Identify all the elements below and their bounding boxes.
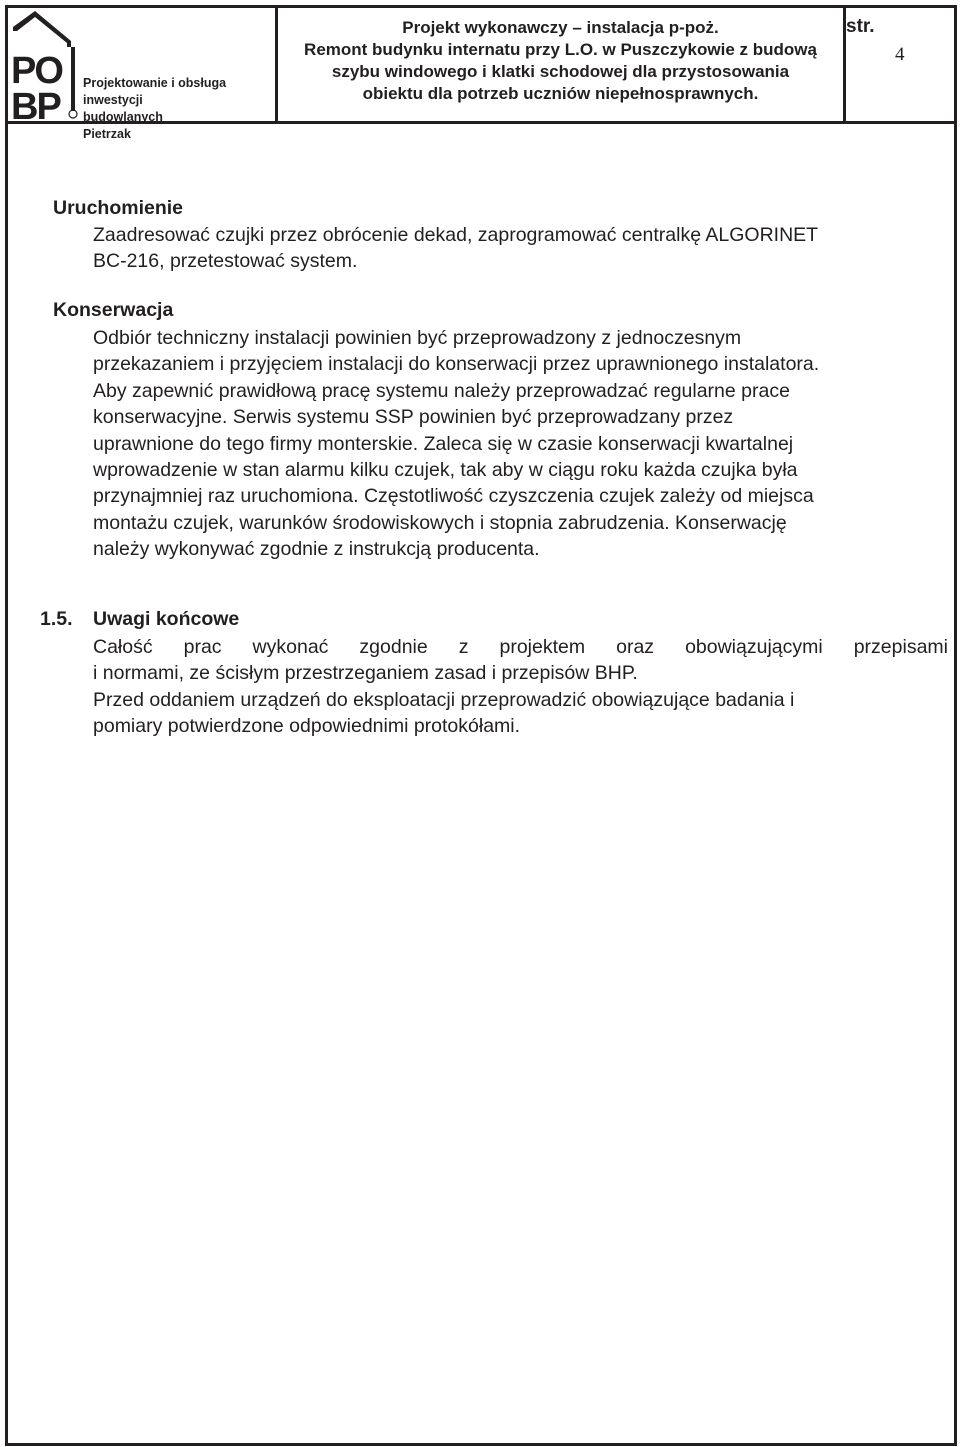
company-line: Projektowanie i obsługa inwestycji [83, 76, 227, 107]
header-logo-cell [5, 5, 278, 141]
text-line: Aby zapewnić prawidłową pracę systemu należy przeprowadzać regularne prace [93, 379, 790, 402]
section-number: 1.5. [40, 608, 73, 630]
company-logo [9, 11, 81, 119]
heading-uwagi-koncowe: Uwagi końcowe [93, 608, 240, 630]
text-line: Przed oddaniem urządzeń do eksploatacji przeprowadzić obowiązujące badania i [93, 688, 795, 711]
logo-text-top: PO [11, 50, 62, 92]
heading-konserwacja: Konserwacja [53, 299, 174, 321]
page-header [5, 5, 954, 141]
page-label: str. [846, 16, 875, 37]
text-line: i normami, ze ścisłym przestrzeganiem zasad i przepisów BHP. [93, 662, 638, 685]
title-line: Remont budynku internatu przy L.O. w Puszczykowie z budową [304, 40, 817, 59]
title-line: szybu windowego i klatki schodowej dla przystosowania [331, 62, 790, 81]
logo-mark [11, 11, 77, 119]
paragraph-uwagi [93, 634, 948, 740]
text-line: Odbiór techniczny instalacji powinien być przeprowadzony z jednoczesnym [93, 327, 742, 349]
text-line: uprawnione do tego firmy monterskie. Zaleca się w czasie konserwacji kwartalnej [93, 432, 794, 455]
company-line: Pietrzak [83, 127, 131, 141]
text-line: przekazaniem i przyjęciem instalacji do konserwacji przez uprawnionego instalatora. [93, 353, 820, 376]
text-line: Całość prac wykonać zgodnie z projektem oraz obowiązującymi przepisami [93, 636, 948, 658]
page-number: 4 [895, 44, 905, 65]
logo-text-bottom: BP [11, 86, 60, 119]
heading-uruchomienie: Uruchomienie [53, 197, 184, 219]
text-line: konserwacyjne. Serwis systemu SSP powinien być przeprowadzany przez [93, 406, 734, 429]
company-name [83, 75, 275, 143]
company-line: budowlanych [83, 110, 163, 124]
header-title-cell [278, 5, 846, 121]
project-title [278, 17, 843, 105]
text-line: przynajmniej raz uruchomiona. Częstotliwość czyszczenia czujek zależy od miejsca [93, 485, 814, 508]
text-line: wprowadzenie w stan alarmu kilku czujek, tak aby w ciągu roku każda czujka była [93, 459, 798, 482]
text-line: należy wykonywać zgodnie z instrukcją producenta. [93, 538, 540, 561]
text-line: BC-216, przetestować system. [93, 250, 358, 273]
paragraph-konserwacja [93, 325, 948, 563]
title-line: obiektu dla potrzeb uczniów niepełnosprawnych. [362, 84, 759, 103]
title-line: Projekt wykonawczy – instalacja p-poż. [402, 18, 719, 37]
text-line: montażu czujek, warunków środowiskowych i stopnia zabrudzenia. Konserwację [93, 511, 787, 534]
paragraph-uruchomienie [93, 222, 948, 275]
text-line: Zaadresować czujki przez obrócenie dekad, zaprogramować centralkę ALGORINET [93, 224, 819, 246]
text-line: pomiary potwierdzone odpowiednimi protokółami. [93, 715, 521, 738]
